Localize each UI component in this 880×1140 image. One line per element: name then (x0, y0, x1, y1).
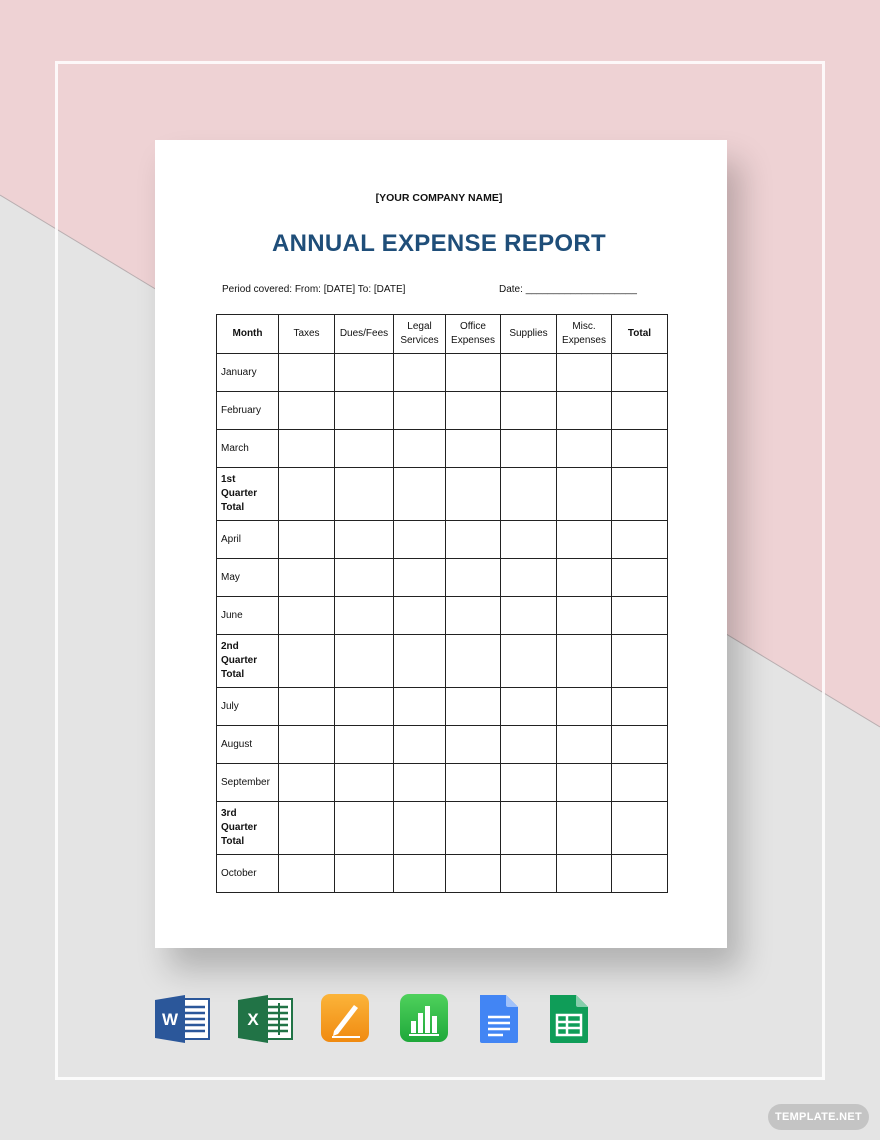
empty-cell (557, 521, 612, 559)
empty-cell (394, 430, 446, 468)
document-page (155, 140, 727, 948)
report-title: ANNUAL EXPENSE REPORT (272, 230, 606, 257)
row-label: July (217, 688, 279, 726)
empty-cell (446, 726, 501, 764)
empty-cell (394, 688, 446, 726)
expense-table (216, 314, 668, 893)
empty-cell (612, 468, 668, 521)
period-covered: Period covered: From: [DATE] To: [DATE] (222, 284, 406, 295)
column-header-taxes: Taxes (279, 315, 335, 354)
empty-cell (446, 521, 501, 559)
empty-cell (335, 597, 394, 635)
empty-cell (394, 855, 446, 893)
empty-cell (557, 597, 612, 635)
empty-cell (279, 468, 335, 521)
empty-cell (501, 392, 557, 430)
microsoft-word-icon[interactable] (155, 993, 211, 1045)
column-header-total: Total (612, 315, 668, 354)
table-row (217, 764, 668, 802)
empty-cell (501, 354, 557, 392)
empty-cell (557, 468, 612, 521)
row-label: 2nd Quarter Total (217, 635, 279, 688)
empty-cell (335, 855, 394, 893)
empty-cell (446, 635, 501, 688)
empty-cell (446, 354, 501, 392)
empty-cell (446, 688, 501, 726)
date-label: Date: (499, 284, 526, 295)
table-row (217, 688, 668, 726)
empty-cell (612, 802, 668, 855)
empty-cell (501, 635, 557, 688)
empty-cell (557, 764, 612, 802)
empty-cell (446, 855, 501, 893)
empty-cell (446, 764, 501, 802)
empty-cell (501, 764, 557, 802)
company-name: [YOUR COMPANY NAME] (375, 192, 503, 204)
table-row (217, 354, 668, 392)
empty-cell (335, 559, 394, 597)
empty-cell (446, 430, 501, 468)
empty-cell (279, 764, 335, 802)
empty-cell (612, 855, 668, 893)
row-label: August (217, 726, 279, 764)
empty-cell (394, 468, 446, 521)
header-row (217, 315, 668, 354)
empty-cell (612, 688, 668, 726)
table-row-quarter-total (217, 802, 668, 855)
empty-cell (612, 392, 668, 430)
date-field (499, 284, 637, 295)
empty-cell (446, 559, 501, 597)
empty-cell (394, 559, 446, 597)
empty-cell (557, 392, 612, 430)
empty-cell (501, 468, 557, 521)
column-header-legal-services: Legal Services (394, 315, 446, 354)
empty-cell (612, 430, 668, 468)
row-label: October (217, 855, 279, 893)
empty-cell (612, 521, 668, 559)
empty-cell (394, 521, 446, 559)
row-label: February (217, 392, 279, 430)
empty-cell (394, 764, 446, 802)
empty-cell (612, 635, 668, 688)
google-sheets-icon[interactable] (548, 993, 592, 1045)
row-label: March (217, 430, 279, 468)
empty-cell (557, 430, 612, 468)
empty-cell (335, 764, 394, 802)
row-label: September (217, 764, 279, 802)
row-label: May (217, 559, 279, 597)
empty-cell (501, 688, 557, 726)
empty-cell (557, 635, 612, 688)
svg-text:W: W (161, 1010, 179, 1029)
row-label: 3rd Quarter Total (217, 802, 279, 855)
empty-cell (446, 802, 501, 855)
table-row (217, 521, 668, 559)
empty-cell (501, 430, 557, 468)
empty-cell (446, 392, 501, 430)
date-blank: ____________________ (525, 284, 637, 295)
table-row-quarter-total (217, 468, 668, 521)
row-label: 1st Quarter Total (217, 468, 279, 521)
empty-cell (501, 726, 557, 764)
empty-cell (557, 559, 612, 597)
empty-cell (335, 392, 394, 430)
google-docs-icon[interactable] (478, 993, 522, 1045)
empty-cell (394, 354, 446, 392)
row-label: January (217, 354, 279, 392)
empty-cell (612, 597, 668, 635)
table-row (217, 559, 668, 597)
app-icon-bar (155, 993, 595, 1049)
empty-cell (279, 392, 335, 430)
empty-cell (335, 468, 394, 521)
apple-numbers-icon[interactable] (399, 993, 451, 1045)
column-header-supplies: Supplies (501, 315, 557, 354)
table-row-quarter-total (217, 635, 668, 688)
empty-cell (279, 597, 335, 635)
empty-cell (557, 354, 612, 392)
empty-cell (557, 688, 612, 726)
empty-cell (557, 726, 612, 764)
empty-cell (279, 635, 335, 688)
empty-cell (612, 764, 668, 802)
empty-cell (279, 521, 335, 559)
empty-cell (335, 354, 394, 392)
row-label: June (217, 597, 279, 635)
empty-cell (279, 559, 335, 597)
empty-cell (335, 635, 394, 688)
column-header-misc-expenses: Misc. Expenses (557, 315, 612, 354)
empty-cell (557, 855, 612, 893)
empty-cell (612, 559, 668, 597)
empty-cell (501, 802, 557, 855)
empty-cell (279, 430, 335, 468)
empty-cell (501, 597, 557, 635)
empty-cell (612, 726, 668, 764)
empty-cell (557, 802, 612, 855)
empty-cell (279, 726, 335, 764)
microsoft-excel-icon[interactable] (238, 993, 294, 1045)
table-row (217, 855, 668, 893)
row-label: April (217, 521, 279, 559)
empty-cell (335, 521, 394, 559)
table-row (217, 726, 668, 764)
empty-cell (279, 354, 335, 392)
template-net-watermark: TEMPLATE.NET (768, 1104, 869, 1130)
empty-cell (394, 635, 446, 688)
empty-cell (335, 726, 394, 764)
table-row (217, 430, 668, 468)
empty-cell (501, 855, 557, 893)
empty-cell (279, 802, 335, 855)
empty-cell (335, 802, 394, 855)
empty-cell (394, 726, 446, 764)
column-header-dues-fees: Dues/Fees (335, 315, 394, 354)
empty-cell (394, 802, 446, 855)
empty-cell (279, 688, 335, 726)
column-header-office-expenses: Office Expenses (446, 315, 501, 354)
empty-cell (501, 559, 557, 597)
empty-cell (446, 468, 501, 521)
empty-cell (612, 354, 668, 392)
empty-cell (446, 597, 501, 635)
column-header-month: Month (217, 315, 279, 354)
empty-cell (279, 855, 335, 893)
table-row (217, 392, 668, 430)
empty-cell (335, 430, 394, 468)
empty-cell (501, 521, 557, 559)
empty-cell (394, 597, 446, 635)
empty-cell (394, 392, 446, 430)
apple-pages-icon[interactable] (320, 993, 372, 1045)
svg-text:X: X (247, 1010, 259, 1029)
table-row (217, 597, 668, 635)
empty-cell (335, 688, 394, 726)
